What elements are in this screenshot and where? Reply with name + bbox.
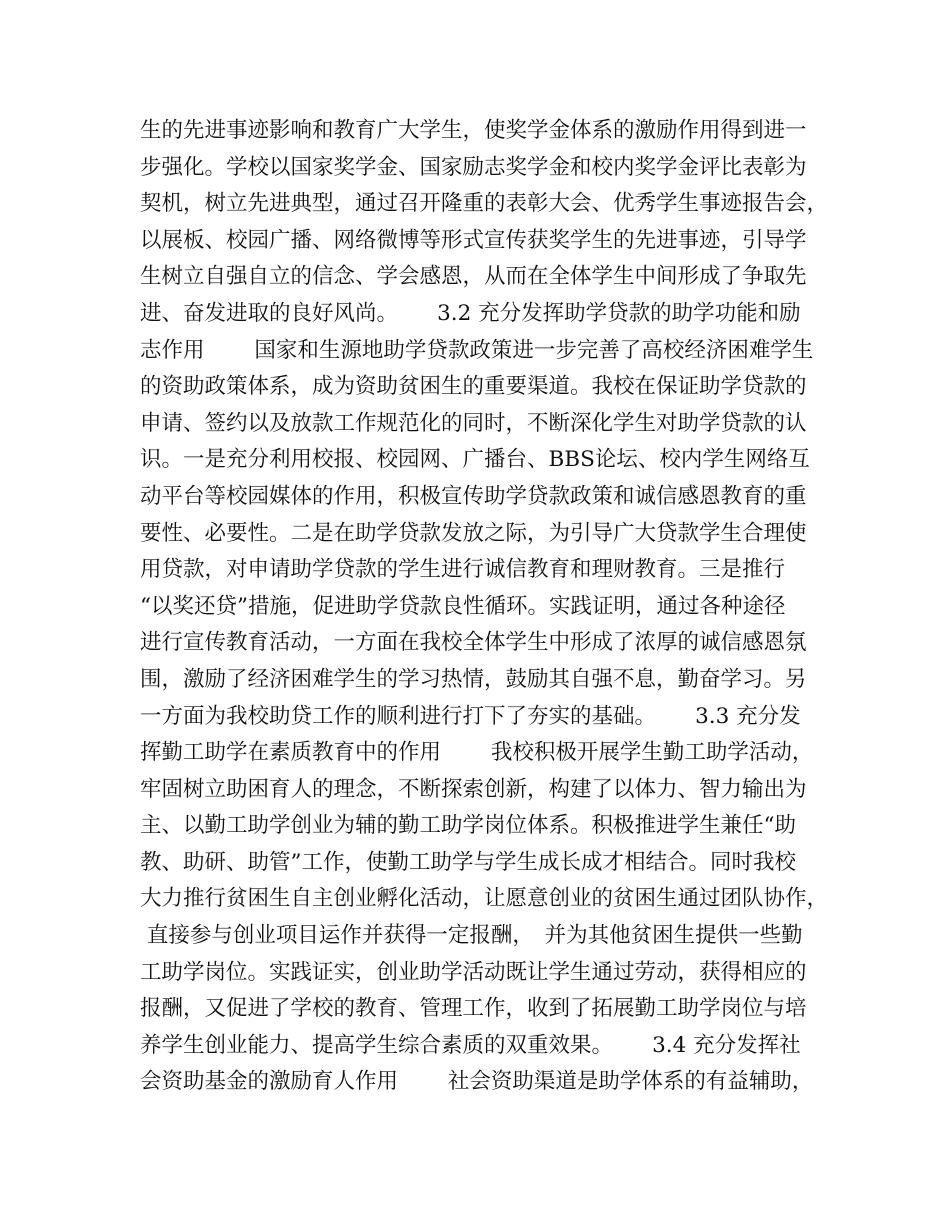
text-line: 养学生创业能力、提高学生综合素质的双重效果。 3.4 充分发挥社 [140,1032,801,1058]
text-line: 牢固树立助困育人的理念，不断探索创新，构建了以体力、智力输出为 [140,776,807,802]
text-line: 报酬，又促进了学校的教育、管理工作，收到了拓展勤工助学岗位与培 [140,996,807,1022]
text-line: 大力推行贫困生自主创业孵化活动，让愿意创业的贫困生通过团队协作， [140,886,829,912]
text-line: 主、以勤工助学创业为辅的勤工助学岗位体系。积极推进学生兼任“助 [140,813,796,839]
text-line: 工助学岗位。实践证实，创业助学活动既让学生通过劳动，获得相应的 [140,959,807,985]
text-line: 一方面为我校助贷工作的顺利进行打下了夯实的基础。 3.3 充分发 [140,703,801,729]
text-line: 要性、必要性。二是在助学贷款发放之际，为引导广大贷款学生合理使 [140,520,807,546]
text-line: 进、奋发进取的良好风尚。 3.2 充分发挥助学贷款的助学功能和励 [140,300,801,326]
text-line: 进行宣传教育活动，一方面在我校全体学生中形成了浓厚的诚信感恩氛 [140,630,807,656]
text-line: 动平台等校园媒体的作用，积极宣传助学贷款政策和诚信感恩教育的重 [140,483,807,509]
text-line: “以奖还贷”措施，促进助学贷款良性循环。实践证明，通过各种途径 [140,593,786,619]
text-line: 教、助研、助管”工作，使勤工助学与学生成长成才相结合。同时我校 [140,849,796,875]
text-line: 识。一是充分利用校报、校园网、广播台、BBS论坛、校内学生网络互 [140,447,810,473]
text-line: 申请、签约以及放款工作规范化的同时，不断深化学生对助学贷款的认 [140,410,807,436]
text-line: 挥勤工助学在素质教育中的作用 我校积极开展学生勤工助学活动， [140,740,814,766]
text-line: 契机，树立先进典型，通过召开隆重的表彰大会、优秀学生事迹报告会， [140,191,829,217]
body-text [140,113,830,1101]
text-line: 以展板、校园广播、网络微博等形式宣传获奖学生的先进事迹，引导学 [140,227,807,253]
text-line: 会资助基金的激励育人作用 社会资助渠道是助学体系的有益辅助， [140,1069,814,1095]
text-line: 用贷款，对申请助学贷款的学生进行诚信教育和理财教育。三是推行 [140,557,786,583]
text-line: 生树立自强自立的信念、学会感恩，从而在全体学生中间形成了争取先 [140,264,807,290]
text-line: 志作用 国家和生源地助学贷款政策进一步完善了高校经济困难学生 [140,337,814,363]
text-line: 围，激励了经济困难学生的学习热情，鼓励其自强不息，勤奋学习。另 [140,666,807,692]
text-line: 步强化。学校以国家奖学金、国家励志奖学金和校内奖学金评比表彰为 [140,154,807,180]
text-line: 生的先进事迹影响和教育广大学生，使奖学金体系的激励作用得到进一 [140,118,807,143]
text-line: 直接参与创业项目运作并获得一定报酬， 并为其他贫困生提供一些勤 [140,923,803,949]
text-line: 的资助政策体系，成为资助贫困生的重要渠道。我校在保证助学贷款的 [140,374,807,400]
